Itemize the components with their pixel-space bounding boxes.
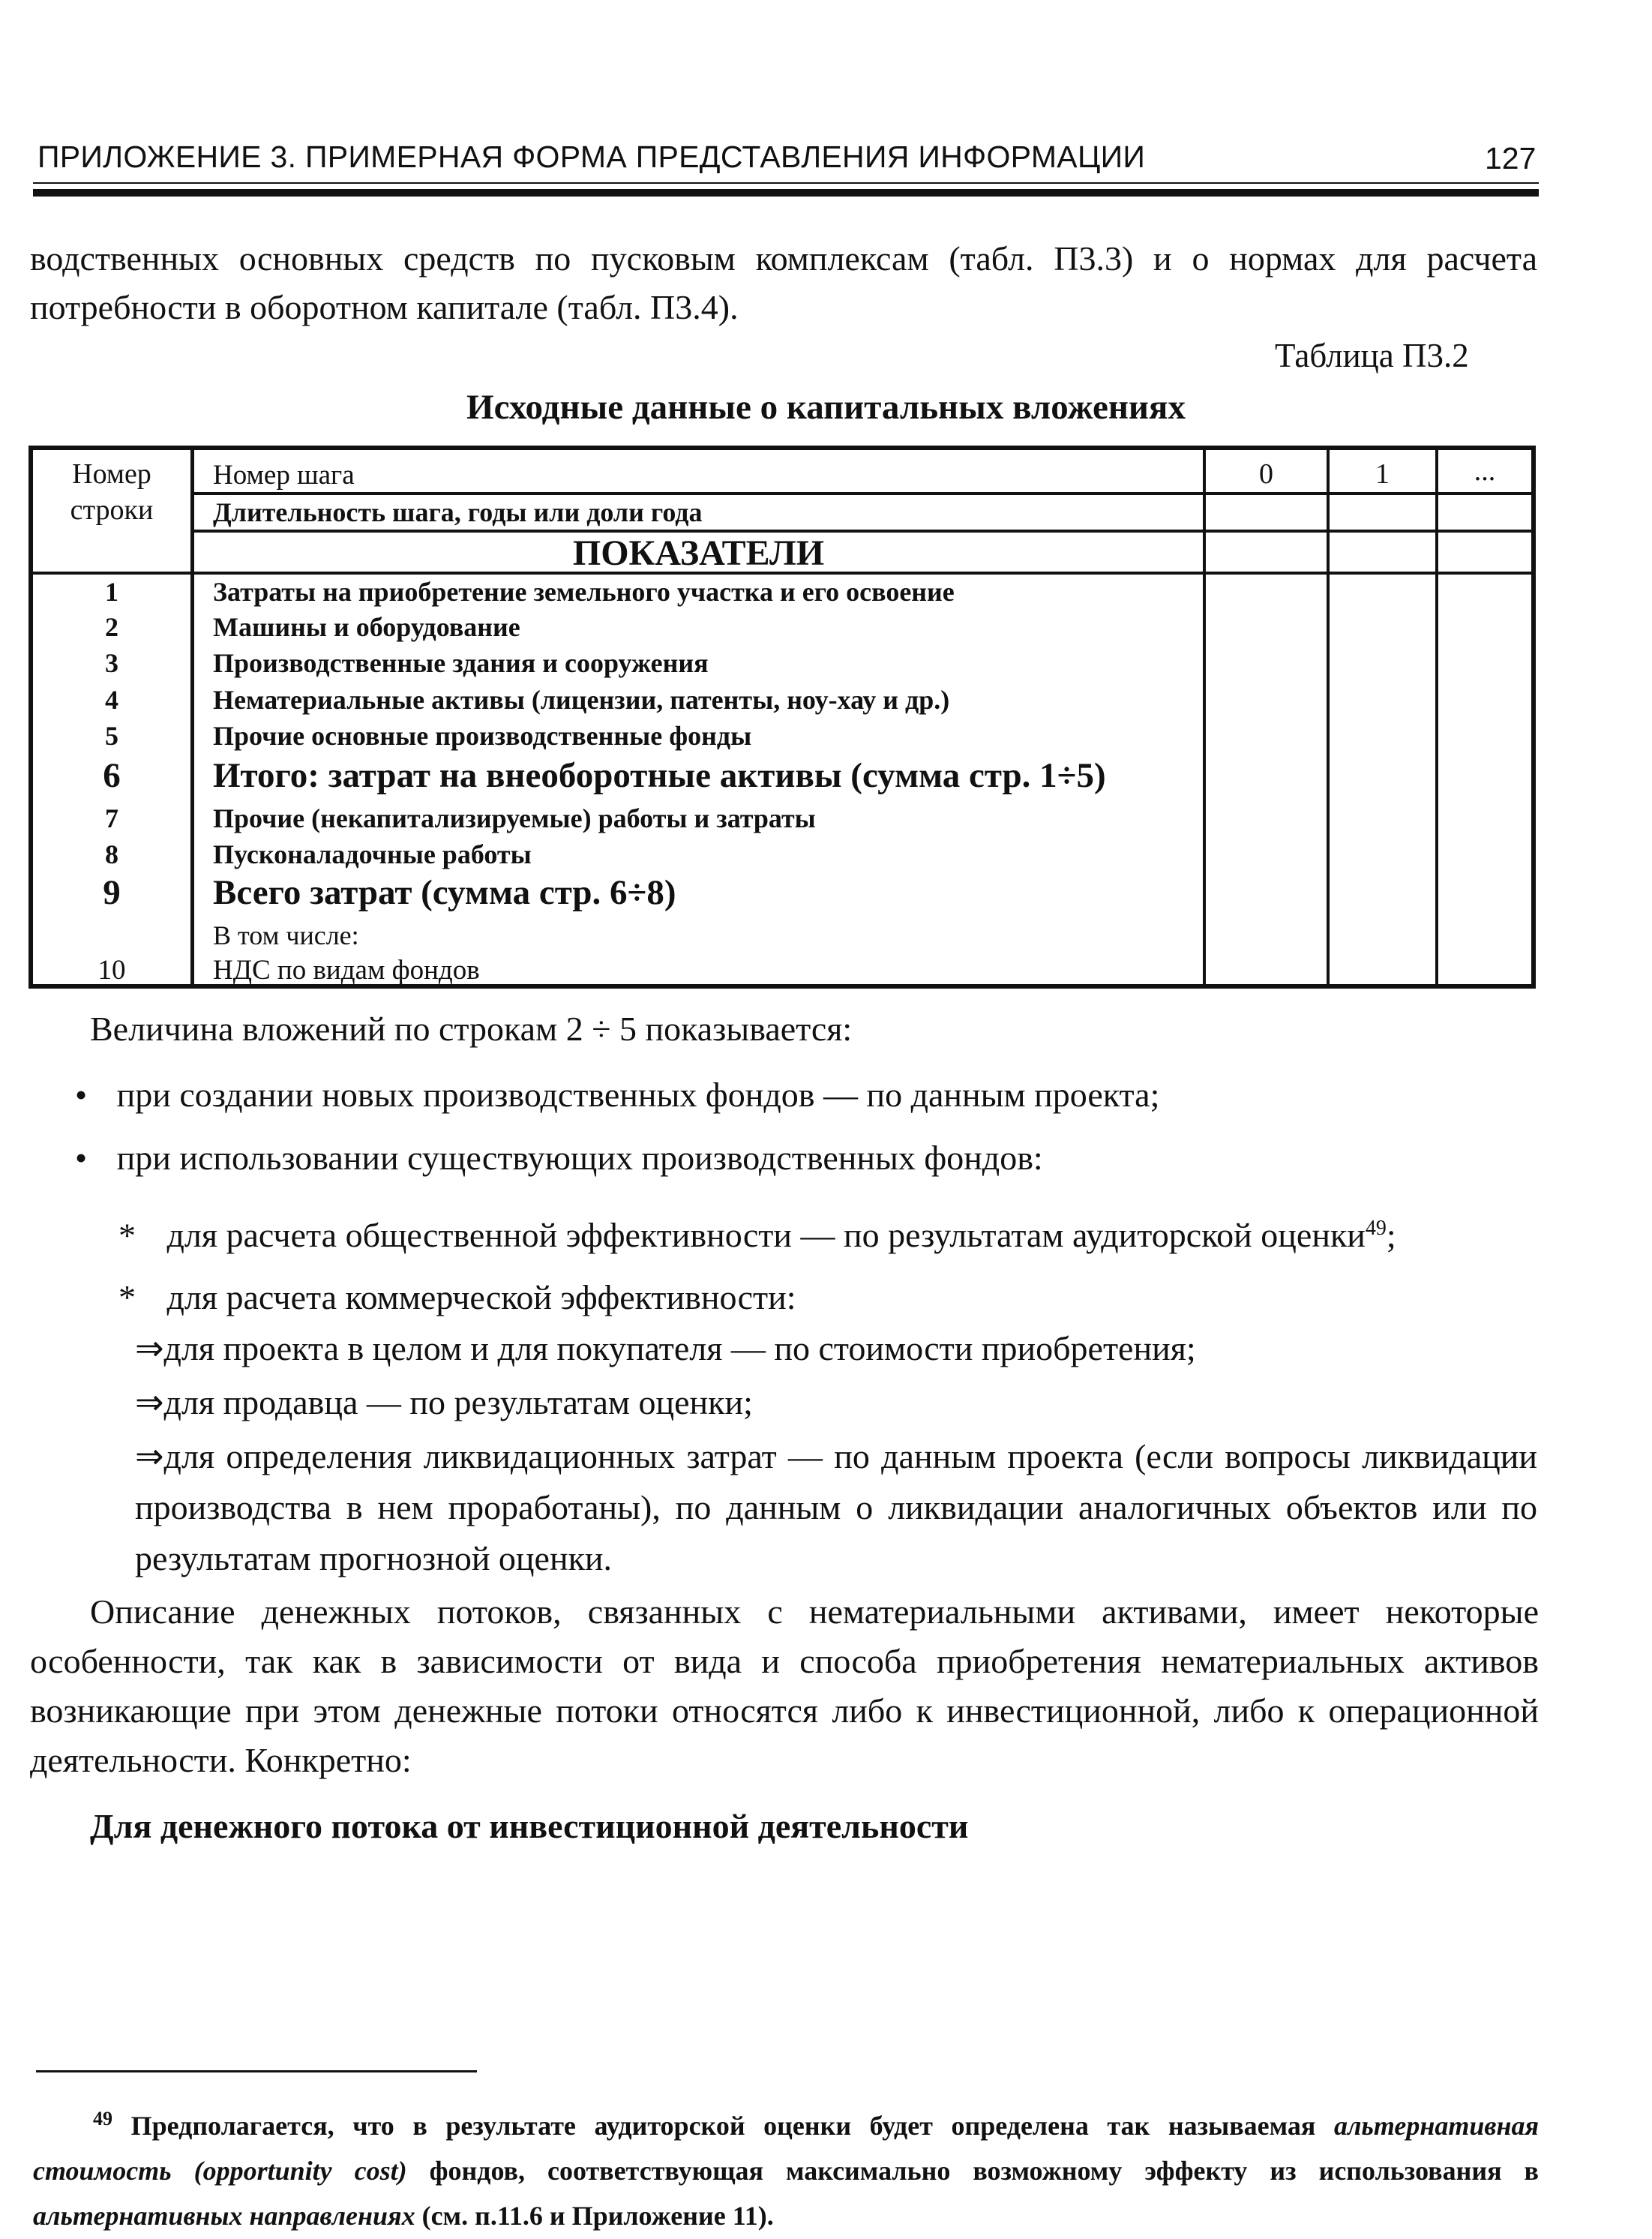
sub-bullet-text: для расчета коммерческой эффективности: [166,1278,796,1316]
row-num: 6 [103,756,121,795]
row-label: Прочие (некапитализируемые) работы и затраты [213,803,816,833]
bullet-text: при создании новых производственных фондов — по данным проекта; [116,1076,1160,1114]
bullet-item [75,1136,1043,1181]
table-row-divider [194,492,1531,495]
step-col-1: 1 [1375,458,1390,490]
table-title: Исходные данные о капитальных вложениях [466,388,1186,427]
bullet-text: при использовании существующих производственных фондов: [116,1139,1043,1177]
step-duration-label: Длительность шага, годы или доли года [213,497,703,527]
body-paragraph: Описание денежных потоков, связанных с нематериальными активами, имеет некоторые особенности, так как в зависимости от вида и способа приобретения нематериальных активов возникающие при этом денежные потоки относятся либо к инвестиционной, либо к операционной деятельности. Конкретно: [30,1592,1539,1779]
header-rule [33,189,1539,197]
arrow-item [135,1326,1196,1371]
row-label: Нематериальные активы (лицензии, патенты, ноу-хау и др.) [213,685,950,715]
arrow-item-text: для определения ликвидационных затрат — по данным проекта (если вопросы ликвидации производства в нем проработаны), по данным о ликвидации аналогичных объектов или по результатам прогнозной оценки. [135,1437,1537,1577]
row-num: 2 [105,612,118,642]
section-header-indicators: ПОКАЗАТЕЛИ [572,533,825,573]
row-label: Прочие основные производственные фонды [213,721,752,751]
row-number-header-line2: строки [70,494,154,526]
footnote-rule [36,2070,477,2072]
arrow-item-text: для проекта в целом и для покупателя — по стоимости приобретения; [163,1329,1196,1367]
row-number-header-line1: Номер [72,458,151,490]
bullet-dot-icon: • [75,1076,88,1114]
intro-paragraph: водственных основных средств по пусковым комплексам (табл. П3.3) и о нормах для расчета потребности в оборотном капитале (табл. П3.4). [30,239,1537,326]
arrow-item-text: для продавца — по результатам оценки; [163,1383,753,1421]
asterisk-icon: * [118,1278,136,1316]
double-arrow-icon: ⇒ [135,1383,164,1421]
row-label: В том числе: [213,920,359,950]
footnote-italic-term: альтернативных направлениях [33,2201,415,2231]
row-label-grand-total: Всего затрат (сумма стр. 6÷8) [213,873,676,912]
row-label: Пусконаладочные работы [213,839,532,869]
row-label: Затраты на приобретение земельного участка и его освоение [213,577,955,607]
step-number-label: Номер шага [213,460,355,491]
footnote [33,2096,1539,2238]
bullet-dot-icon: • [75,1139,88,1177]
row-label-total: Итого: затрат на внеоборотные активы (сумма стр. 1÷5) [213,756,1106,795]
row-num: 8 [105,839,118,869]
row-num: 9 [103,873,121,912]
sub-bullet-text: для расчета общественной эффективности — по результатам аудиторской оценки [166,1216,1366,1255]
after-table-line: Величина вложений по строкам 2 ÷ 5 показывается: [90,1010,853,1048]
footnote-ref: 49 [1365,1217,1387,1240]
double-arrow-icon: ⇒ [135,1329,164,1367]
step-col-more: ... [1474,455,1496,487]
bullet-item [75,1073,1159,1118]
sub-bullet-trailing: ; [1386,1216,1396,1255]
sub-bullet-item [118,1275,796,1320]
footnote-text: фондов, соответствующая максимально возможному эффекту из использования в [406,2156,1539,2186]
row-num: 7 [105,803,118,833]
page-number: 127 [1485,141,1537,176]
footnote-text: Предполагается, что в результате аудиторской оценки будет определена так называемая [130,2111,1334,2141]
footnote-text: (см. п.11.6 и Приложение 11). [415,2201,774,2231]
row-num: 3 [105,648,118,678]
footnote-number: 49 [93,2108,112,2129]
header-rule-thin [33,182,1539,184]
sub-bullet-item [118,1206,1396,1258]
capital-investment-table [28,446,1536,989]
double-arrow-icon: ⇒ [135,1437,164,1475]
arrow-item [135,1380,753,1425]
footnote-italic-term: альтернативная стоимость (opportunity cost) [33,2111,1539,2186]
row-num: 5 [105,721,118,751]
asterisk-icon: * [118,1216,136,1255]
row-num: 1 [105,577,118,607]
running-header-title: ПРИЛОЖЕНИЕ 3. ПРИМЕРНАЯ ФОРМА ПРЕДСТАВЛЕНИЯ ИНФОРМАЦИИ [37,140,1146,174]
step-col-0: 0 [1259,458,1273,490]
row-label: Производственные здания и сооружения [213,648,709,678]
row-label: НДС по видам фондов [213,955,480,986]
row-label: Машины и оборудование [213,612,520,642]
arrow-item [135,1431,1537,1584]
subheading: Для денежного потока от инвестиционной деятельности [90,1807,969,1845]
row-num: 10 [97,955,126,986]
row-num: 4 [105,685,118,715]
table-label: Таблица П3.2 [1275,337,1469,374]
